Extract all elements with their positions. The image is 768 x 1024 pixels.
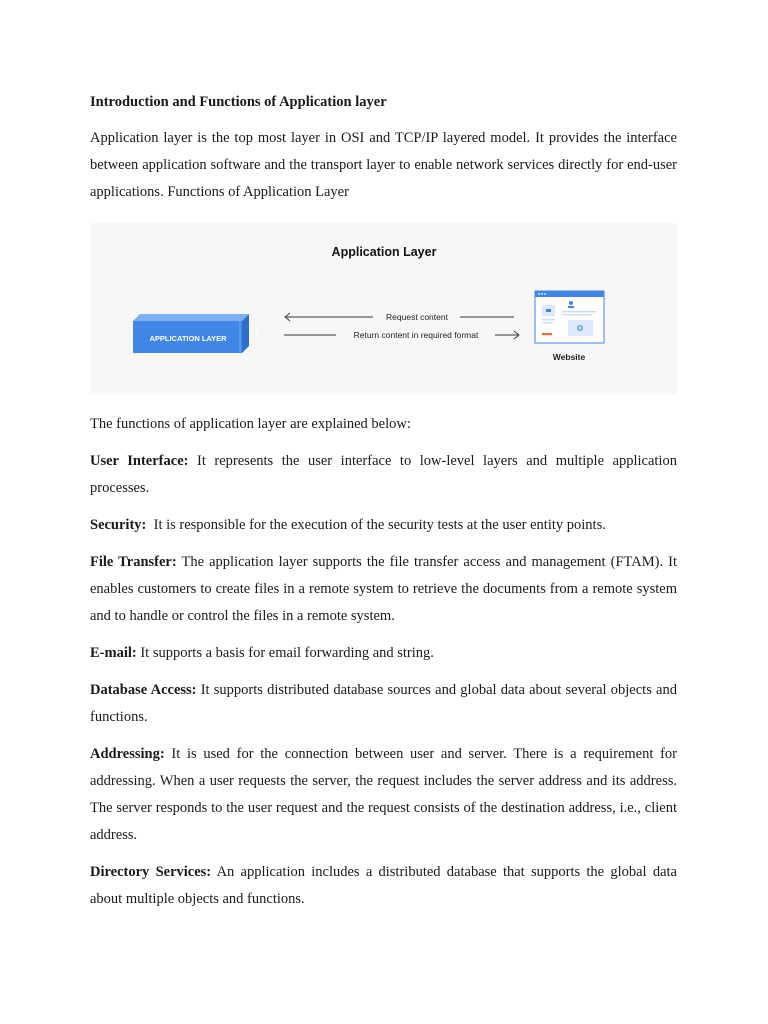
function-term: Database Access: <box>90 682 197 698</box>
application-layer-box <box>133 314 259 353</box>
functions-lead: The functions of application layer are explained below: <box>90 416 411 432</box>
function-text: An application includes a distributed database that supports the global data about multiple objects and functions. <box>90 864 677 907</box>
function-term: Addressing: <box>90 746 165 762</box>
function-database-access <box>90 677 677 731</box>
function-term: Directory Services: <box>90 864 212 880</box>
request-label: Request content <box>386 312 448 322</box>
function-text: It supports a basis for email forwarding and string. <box>136 645 434 661</box>
box-label: APPLICATION LAYER <box>149 334 227 343</box>
website-window-icon <box>535 291 604 343</box>
return-label: Return content in required format <box>353 330 479 340</box>
function-term: Security: <box>90 517 147 533</box>
return-arrow <box>284 330 519 340</box>
function-security <box>90 512 677 539</box>
function-text: It supports distributed database sources and global data about several objects and functions. <box>90 682 677 725</box>
application-layer-figure <box>90 223 677 394</box>
function-term: E-mail: <box>90 645 137 661</box>
website-label: Website <box>552 352 586 362</box>
function-user-interface <box>90 448 677 502</box>
function-email <box>90 640 677 667</box>
intro-paragraph: Application layer is the top most layer in OSI and TCP/IP layered model. It provides the interface between application software and the transport layer to enable network services directly for end-user applications. Functions of Application Layer <box>90 130 677 200</box>
function-addressing <box>90 741 677 849</box>
request-arrow <box>285 312 514 322</box>
document-body <box>90 92 677 923</box>
box-number: 7 <box>253 330 259 341</box>
function-text: It is responsible for the execution of the security tests at the user entity points. <box>146 517 606 533</box>
function-directory-services <box>90 859 677 913</box>
document-title: Introduction and Functions of Application layer <box>90 94 387 110</box>
function-term: User Interface: <box>90 453 189 469</box>
function-term: File Transfer: <box>90 554 177 570</box>
figure-heading: Application Layer <box>331 245 437 259</box>
function-text: It represents the user interface to low-level layers and multiple application processes. <box>90 453 677 496</box>
function-text: It is used for the connection between user and server. There is a requirement for addressing. When a user requests the server, the request includes the server address and its address. The server responds to the user request and the request consists of the destination address, i.e., client address. <box>90 746 677 843</box>
function-file-transfer <box>90 549 677 630</box>
function-text: The application layer supports the file transfer access and management (FTAM). It enables customers to create files in a remote system to retrieve the documents from a remote system and to handle or control the files in a remote system. <box>90 554 677 624</box>
